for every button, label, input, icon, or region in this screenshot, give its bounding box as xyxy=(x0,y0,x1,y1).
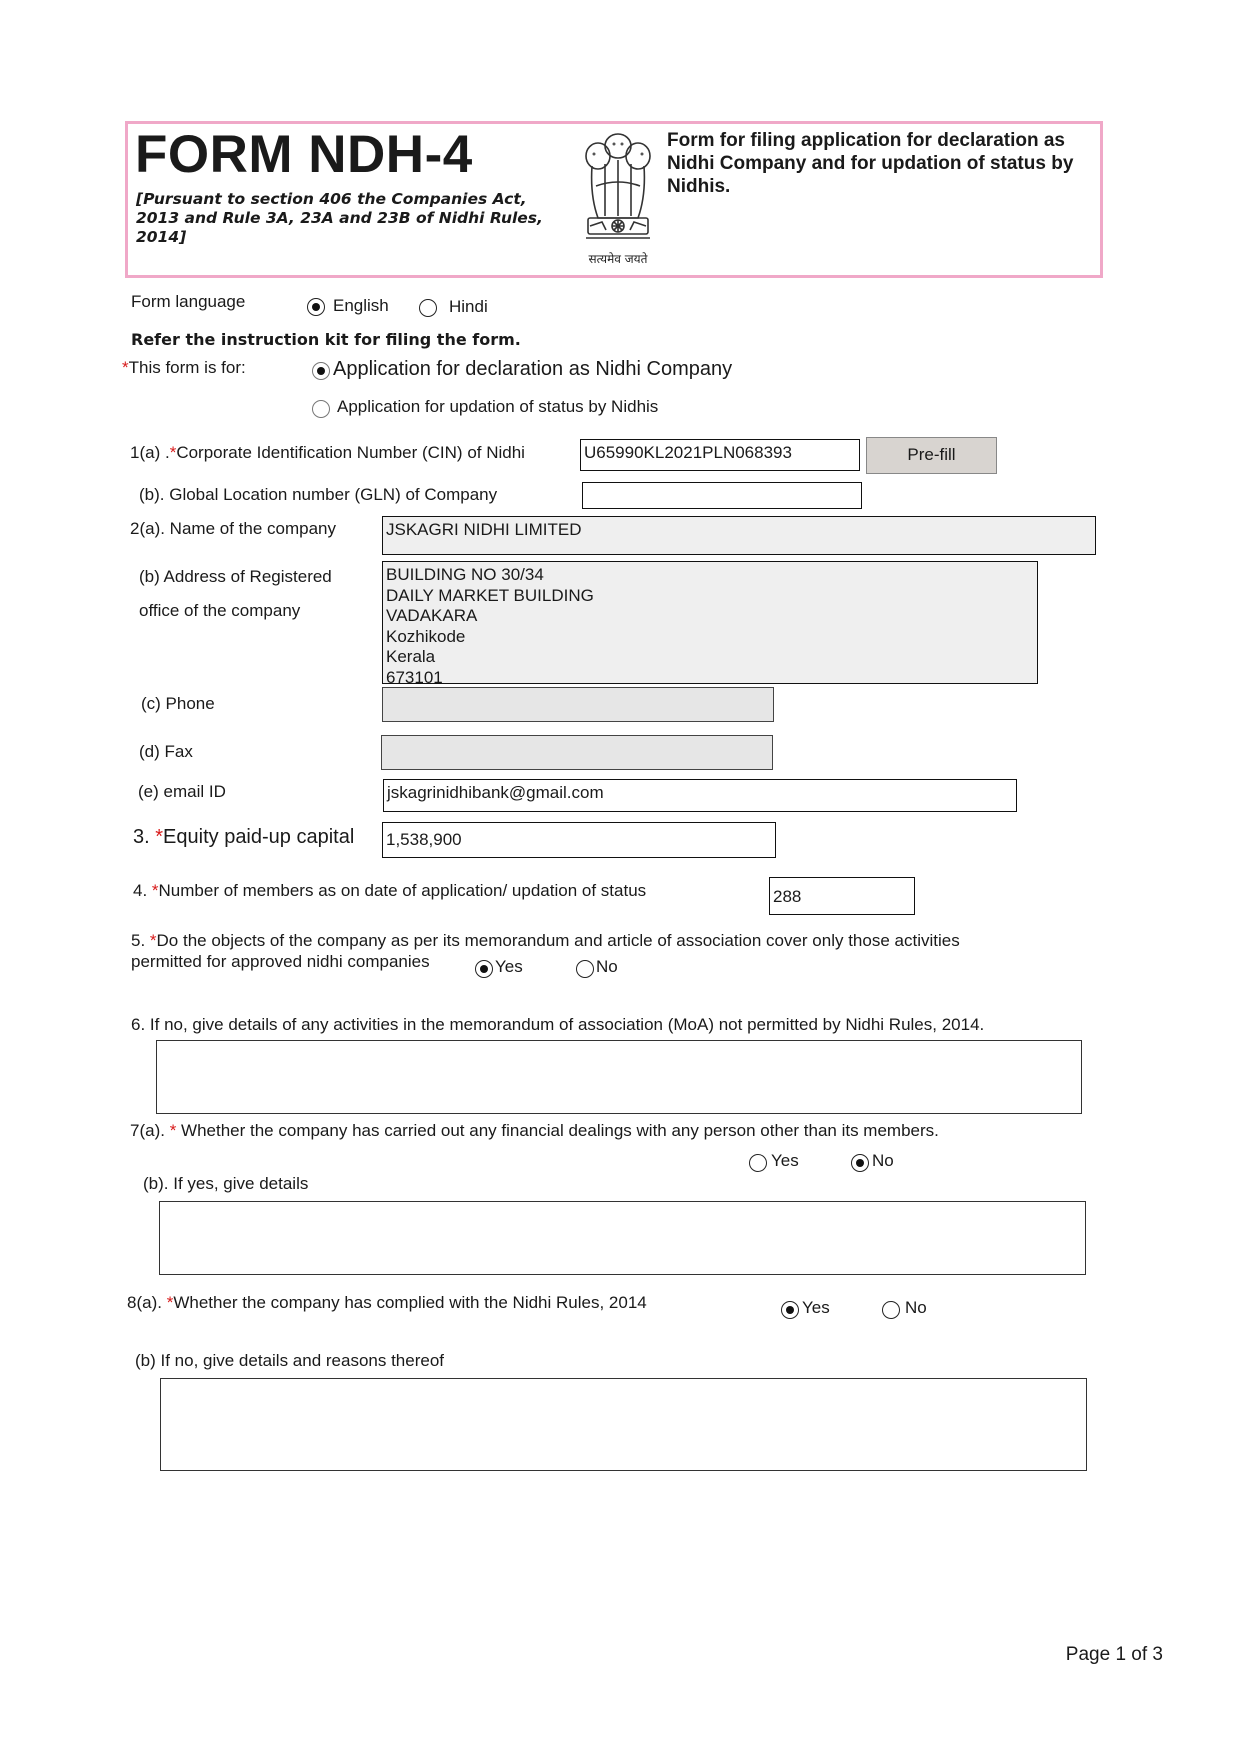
dealings-no-radio[interactable] xyxy=(851,1154,869,1172)
financial-dealings-label: 7(a). * Whether the company has carried out any financial dealings with any person other than its members. xyxy=(130,1121,939,1140)
dealings-yes-label: Yes xyxy=(771,1151,799,1170)
objects-yes-label: Yes xyxy=(495,957,523,976)
gln-input[interactable] xyxy=(582,482,862,509)
pursuant-text: [Pursuant to section 406 the Companies Act, 2013 and Rule 3A, 23A and 23B of Nidhi Rules, 2014] xyxy=(136,190,543,246)
email-label: (e) email ID xyxy=(138,782,226,801)
objects-label-line1: 5. *Do the objects of the company as per its memorandum and article of association cover only those activities xyxy=(131,931,960,950)
company-name-input[interactable]: JSKAGRI NIDHI LIMITED xyxy=(382,516,1096,555)
dealings-no-label: No xyxy=(872,1151,894,1170)
objects-no-label: No xyxy=(596,957,618,976)
fax-input[interactable] xyxy=(381,735,773,770)
language-hindi-label: Hindi xyxy=(449,297,488,316)
instruction-text: Refer the instruction kit for filing the form. xyxy=(131,330,521,349)
purpose-declaration-label: Application for declaration as Nidhi Company xyxy=(333,358,733,380)
dealings-details-textarea[interactable] xyxy=(159,1201,1086,1275)
objects-no-radio[interactable] xyxy=(576,960,594,978)
dealings-details-label: (b). If yes, give details xyxy=(143,1174,309,1193)
purpose-label: *This form is for: xyxy=(122,358,246,377)
phone-input[interactable] xyxy=(382,687,774,722)
cin-input[interactable]: U65990KL2021PLN068393 xyxy=(580,439,860,471)
dealings-yes-radio[interactable] xyxy=(749,1154,767,1172)
activities-textarea[interactable] xyxy=(156,1040,1082,1114)
address-label-line1: (b) Address of Registered xyxy=(139,567,332,586)
cin-label: 1(a) .*Corporate Identification Number (CIN) of Nidhi xyxy=(130,443,525,462)
compliance-no-radio[interactable] xyxy=(882,1301,900,1319)
equity-label: 3. *Equity paid-up capital xyxy=(133,826,355,848)
address-textarea[interactable]: BUILDING NO 30/34 DAILY MARKET BUILDING VADAKARA Kozhikode Kerala 673101 xyxy=(382,561,1038,684)
compliance-yes-label: Yes xyxy=(802,1298,830,1317)
compliance-label: 8(a). *Whether the company has complied with the Nidhi Rules, 2014 xyxy=(127,1293,647,1312)
required-mark: * xyxy=(122,358,129,377)
fax-label: (d) Fax xyxy=(139,742,193,761)
compliance-reasons-textarea[interactable] xyxy=(160,1378,1087,1471)
company-name-label: 2(a). Name of the company xyxy=(130,519,336,538)
emblem-caption: सत्यमेव जयते xyxy=(588,252,648,266)
national-emblem-icon xyxy=(572,126,664,268)
email-input[interactable]: jskagrinidhibank@gmail.com xyxy=(383,779,1017,812)
purpose-updation-label: Application for updation of status by Nidhis xyxy=(337,397,659,416)
address-label-line2: office of the company xyxy=(139,601,301,620)
prefill-button[interactable]: Pre-fill xyxy=(866,437,997,474)
objects-label-line2: permitted for approved nidhi companies xyxy=(131,952,430,971)
objects-yes-radio[interactable] xyxy=(475,960,493,978)
activities-label: 6. If no, give details of any activities in the memorandum of association (MoA) not permitted by Nidhi Rules, 2014. xyxy=(131,1015,985,1034)
form-language-label: Form language xyxy=(131,292,246,311)
form-description: Form for filing application for declaration as Nidhi Company and for updation of status by Nidhis. xyxy=(667,130,1074,197)
members-input[interactable]: 288 xyxy=(769,877,915,915)
language-english-radio[interactable] xyxy=(307,298,325,316)
purpose-declaration-radio[interactable] xyxy=(312,362,330,380)
language-hindi-radio[interactable] xyxy=(419,299,437,317)
page-number: Page 1 of 3 xyxy=(1065,1644,1163,1665)
compliance-no-label: No xyxy=(905,1298,927,1317)
compliance-yes-radio[interactable] xyxy=(781,1301,799,1319)
compliance-reasons-label: (b) If no, give details and reasons thereof xyxy=(135,1351,445,1370)
equity-input[interactable]: 1,538,900 xyxy=(382,822,776,858)
phone-label: (c) Phone xyxy=(141,694,215,713)
gln-label: (b). Global Location number (GLN) of Company xyxy=(139,485,498,504)
purpose-updation-radio[interactable] xyxy=(312,400,330,418)
language-english-label: English xyxy=(333,296,389,315)
members-label: 4. *Number of members as on date of application/ updation of status xyxy=(133,881,647,900)
form-title: FORM NDH-4 xyxy=(135,125,473,184)
